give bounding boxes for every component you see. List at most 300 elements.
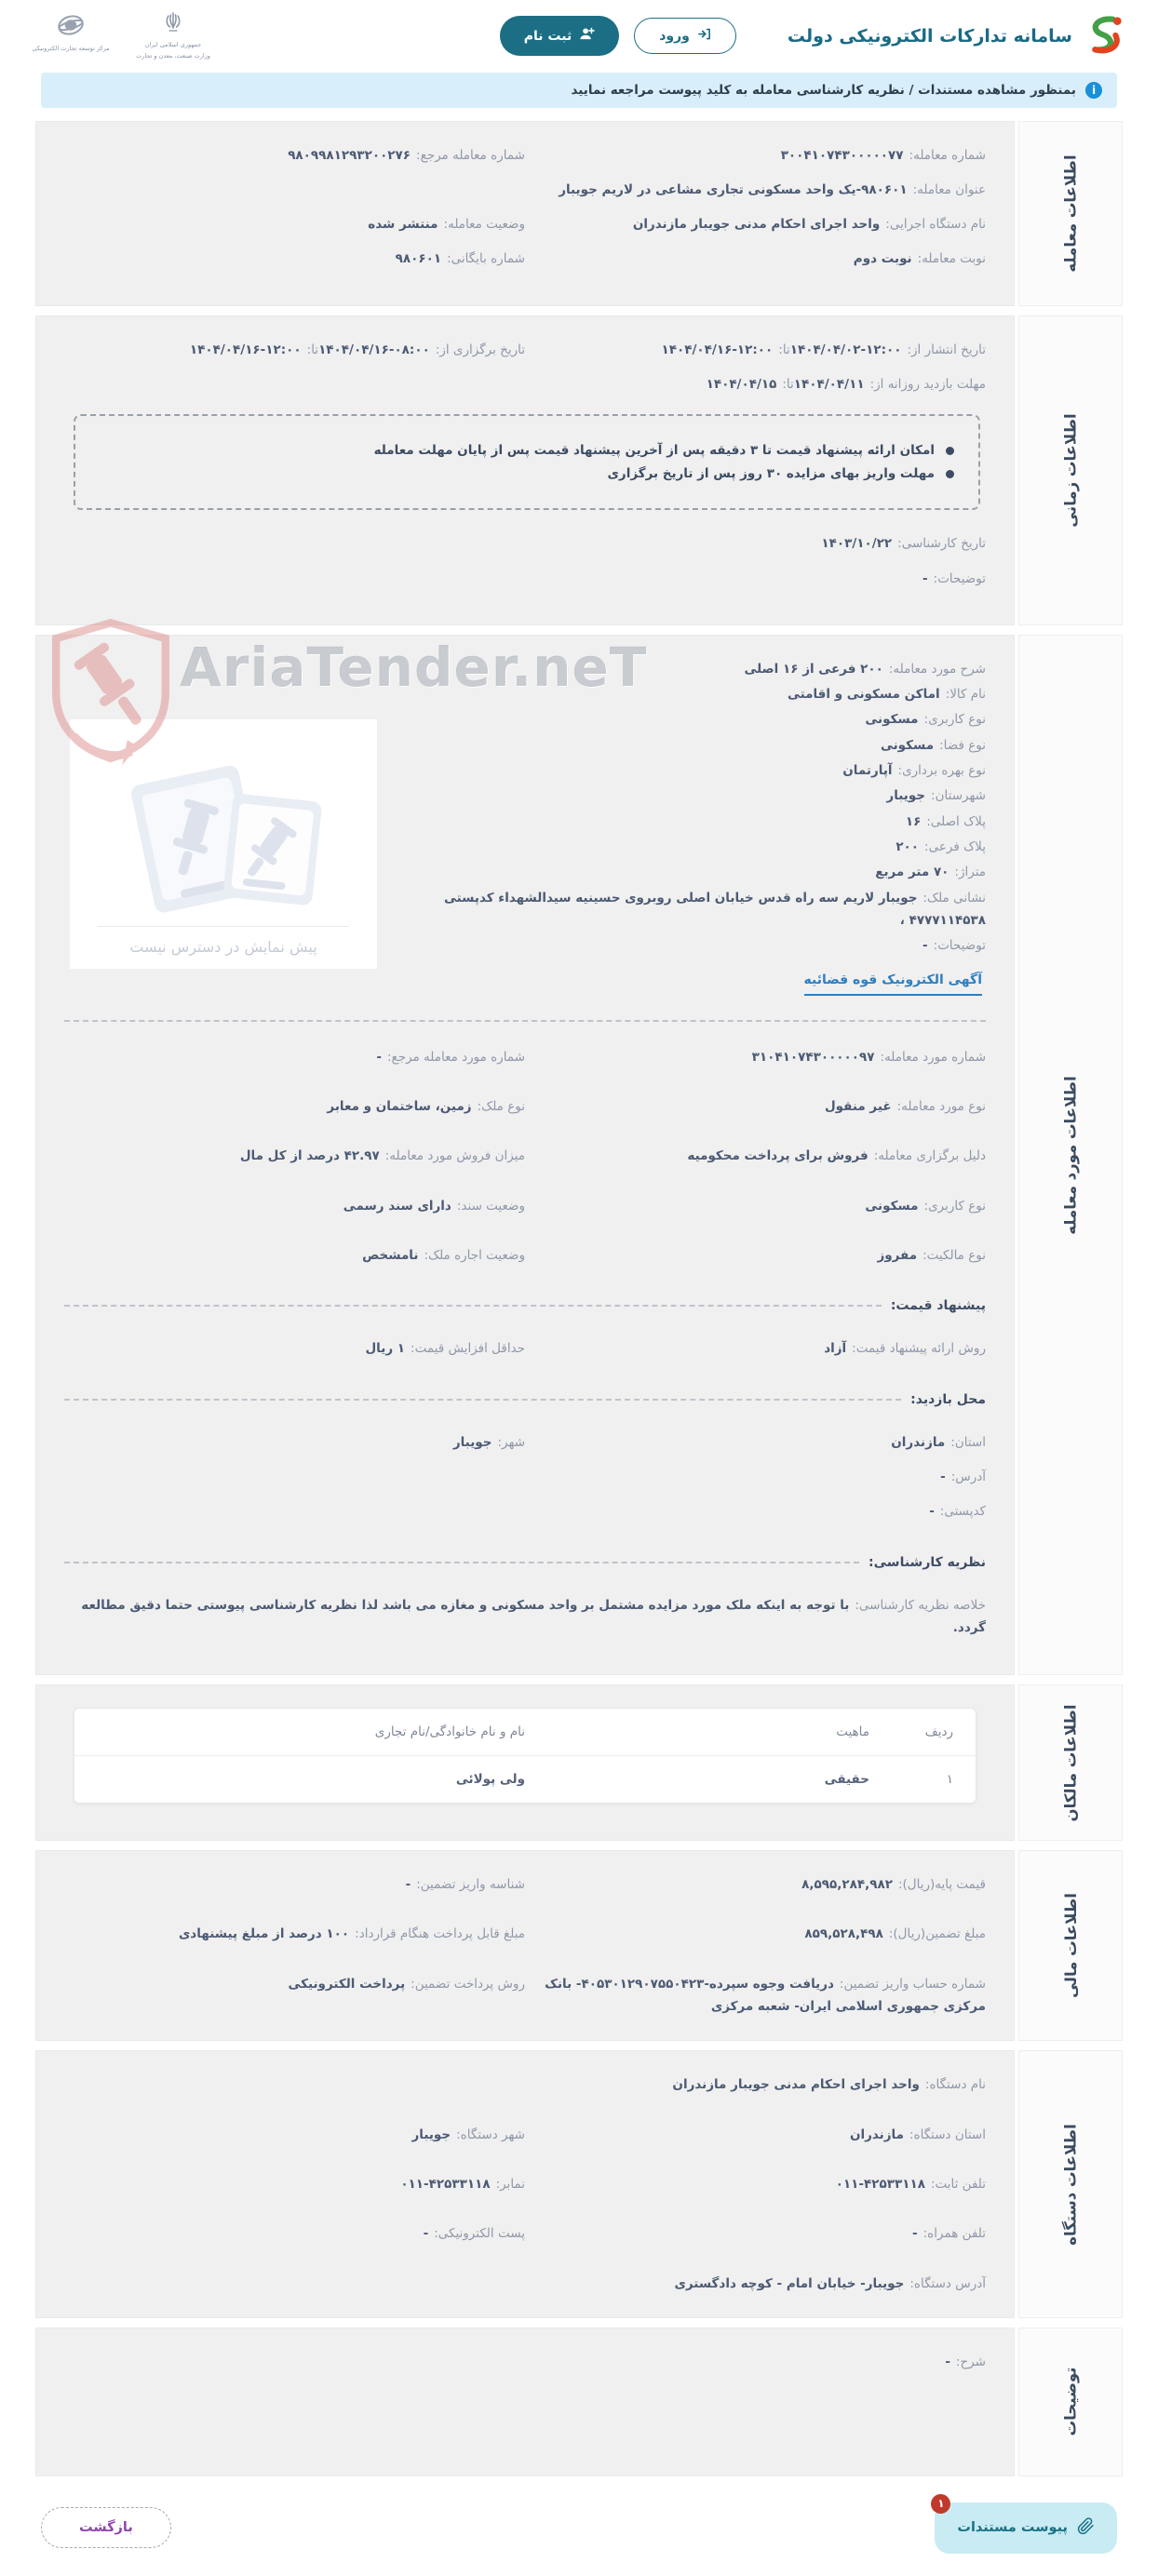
item-details <box>390 658 986 969</box>
field-value: ۳۰۰۴۱۰۷۴۳۰۰۰۰۰۷۷ <box>780 147 904 163</box>
field-value: مسکونی <box>865 1198 919 1214</box>
financial-content <box>35 1850 1015 2041</box>
field-value: - <box>423 2226 429 2242</box>
field-row <box>64 2222 986 2245</box>
field <box>64 1244 525 1267</box>
field <box>64 1046 525 1068</box>
register-button[interactable] <box>500 16 619 56</box>
field-value: ۹۸۰۶۰۱-یک واحد مسکونی تجاری مشاعی در لاریم جویبار <box>559 181 908 197</box>
field-value: دارای سند رسمی <box>343 1198 451 1214</box>
field-row <box>64 339 986 361</box>
field-row <box>64 1594 986 1640</box>
note-text: امکان ارائه پیشنهاد قیمت تا ۳ دقیقه پس از آخرین پیشنهاد قیمت پس از پایان مهلت معامله <box>373 443 935 459</box>
info-banner <box>41 73 1117 108</box>
field-label: شرح مورد معامله: <box>888 661 986 677</box>
field-label: نوع مالکیت: <box>922 1248 986 1264</box>
field-label: تاریخ انتشار از: <box>907 342 986 357</box>
field <box>525 1973 986 2019</box>
field-label: خلاصه نظریه کارشناسی: <box>855 1597 986 1613</box>
field-row <box>64 213 986 235</box>
field-value: جویبار <box>452 1434 492 1450</box>
field-label: کدپستی: <box>939 1504 986 1520</box>
field-row <box>64 144 986 167</box>
field-row <box>64 2073 986 2096</box>
field <box>64 1500 986 1523</box>
field-label: نام کالا: <box>945 687 986 703</box>
time-notes <box>100 443 954 481</box>
field-value: مازندران <box>891 1434 946 1450</box>
expert-separator-label: نظریه کارشناسی: <box>868 1554 986 1570</box>
field <box>64 339 525 361</box>
owners-content <box>35 1684 1015 1841</box>
field-value: جویبار- خیابان امام - کوچه دادگستری <box>674 2275 905 2291</box>
field-row <box>64 1973 986 2019</box>
brand <box>788 13 1124 60</box>
field <box>64 2124 525 2146</box>
description-fields <box>64 2351 986 2373</box>
field-label: شهرستان: <box>931 788 986 804</box>
field-label: نام دستگاه: <box>924 2077 986 2093</box>
field <box>64 532 986 555</box>
field-label: استان دستگاه: <box>909 2127 986 2142</box>
owners-table <box>74 1708 976 1804</box>
section-title: اطلاعات دستگاه <box>1061 2123 1080 2246</box>
price-fields <box>64 1337 986 1360</box>
attachments-count-badge: ۱ <box>931 2494 950 2514</box>
field <box>525 1873 986 1896</box>
org-caption: جمهوری اسلامی ایران <box>144 41 202 48</box>
field-label: نوع ملک: <box>477 1099 525 1115</box>
owner-name: ولی پولائی <box>455 1772 525 1788</box>
field <box>525 1244 986 1267</box>
field-row <box>64 568 986 590</box>
header <box>0 0 1158 71</box>
field <box>64 2273 986 2295</box>
field <box>64 248 525 270</box>
field-row <box>64 1923 986 1945</box>
org-caption: مرکز توسعه تجارت الکترونیکی <box>32 45 110 52</box>
field-value: واحد اجرای احکام مدنی جویبار مازندران <box>672 2077 920 2093</box>
time-fields-top <box>64 339 986 396</box>
deal-content <box>35 121 1015 306</box>
field-value: جویبار لاریم سه راه قدس خیابان اصلی روبروی حسینیه سیدالشهداء کدپستی ۴۷۷۷۱۱۴۵۳۸ ، <box>443 890 986 928</box>
field-label: نوبت معامله: <box>917 251 986 267</box>
field-value: ۱۴۰۴/۰۴/۱۶-۱۲:۰۰ <box>189 342 302 357</box>
field-value: مسکونی <box>880 737 935 753</box>
field-label: مبلغ قابل پرداخت هنگام قرارداد: <box>355 1926 525 1942</box>
field <box>390 836 986 858</box>
field-value: ۱۴۰۴/۰۴/۰۲-۱۲:۰۰ <box>789 342 902 357</box>
field-value: زمین، ساختمان و معابر <box>327 1099 472 1115</box>
field-label: تا: <box>782 376 794 392</box>
field-value: ۱۰۰ درصد از مبلغ پیشنهادی <box>178 1926 350 1942</box>
preview-caption: پیش نمایش در دسترس نیست <box>129 937 317 956</box>
section-label-bar <box>1018 635 1123 1675</box>
field-value: ۱۴۰۴/۰۴/۱۱ <box>793 376 865 392</box>
field-row <box>390 836 986 858</box>
register-label: ثبت نام <box>523 28 572 44</box>
field-value: ۷۰ متر مربع <box>875 865 949 880</box>
field-label: وضعیت اجاره ملک: <box>424 1248 525 1264</box>
field-row <box>390 887 986 932</box>
field <box>64 1594 986 1640</box>
setad-logo-icon <box>1082 13 1124 60</box>
field-label: روش پرداخت تضمین: <box>411 1976 525 1992</box>
field-value: واحد اجرای احکام مدنی جویبار مازندران <box>632 217 881 233</box>
field-value: آپارتمان <box>842 763 893 779</box>
field-label: عنوان معامله: <box>912 181 986 197</box>
section-label-bar <box>1018 315 1123 625</box>
field-row <box>64 532 986 555</box>
field-label: شرح: <box>955 2354 986 2369</box>
field <box>390 734 986 757</box>
watermark-text: AriaTender.neT <box>180 635 648 699</box>
field-label: تاریخ کارشناسی: <box>897 536 986 552</box>
field-value: ۰۱۱-۴۲۵۳۳۱۱۸ <box>400 2176 491 2192</box>
field <box>525 144 986 167</box>
field-label: نوع مورد معامله: <box>896 1099 986 1115</box>
section-label-bar <box>1018 1850 1123 2041</box>
login-button[interactable] <box>634 18 736 54</box>
field-label: شماره معامله مرجع: <box>416 147 525 163</box>
field-label: نوع بهره برداری: <box>897 763 986 779</box>
field-row <box>64 1095 986 1118</box>
field <box>525 339 986 361</box>
field <box>64 1337 525 1360</box>
field-value: آزاد <box>824 1341 847 1357</box>
field-value: - <box>405 1877 411 1893</box>
preview-divider <box>98 926 350 927</box>
field-value: مازندران <box>849 2127 904 2142</box>
field-label: تلفن ثابت: <box>930 2176 986 2192</box>
field-value: مسکونی <box>865 712 919 728</box>
field <box>390 861 986 883</box>
field <box>64 1973 525 2019</box>
note-item <box>100 443 954 458</box>
field-label: قیمت پایه(ریال): <box>897 1877 986 1893</box>
field-row <box>64 1244 986 1267</box>
field-label: حداقل افزایش قیمت: <box>411 1341 525 1357</box>
field-value: - <box>912 2226 918 2242</box>
section-title: اطلاعات مالی <box>1061 1893 1080 1999</box>
financial-fields <box>64 1873 986 2018</box>
owners-table-row <box>74 1756 976 1803</box>
field-row <box>64 1337 986 1360</box>
field <box>525 2124 986 2146</box>
field <box>64 1195 525 1217</box>
section-label-bar <box>1018 1684 1123 1841</box>
auth-buttons <box>500 16 736 56</box>
field <box>64 373 986 396</box>
section-owners-info <box>35 1684 1123 1841</box>
note-item <box>100 466 954 481</box>
section-item-info <box>35 635 1123 1675</box>
gov-logos <box>26 11 212 61</box>
field <box>525 2173 986 2195</box>
field <box>64 179 986 201</box>
judiciary-ad-link[interactable]: آگهی الکترونیک قوه قضائیه <box>804 973 983 996</box>
field-label: نوع کاربری: <box>923 712 986 728</box>
field-label: نوع کاربری: <box>923 1198 986 1214</box>
field-row <box>64 1046 986 1068</box>
field-label: شماره مورد معامله مرجع: <box>387 1049 525 1065</box>
app-title: سامانه تدارکات الکترونیکی دولت <box>787 25 1072 47</box>
field <box>390 887 986 932</box>
field-label: تاریخ برگزاری از: <box>435 342 525 357</box>
field-label: نمابر: <box>495 2176 525 2192</box>
globe-icon <box>55 11 87 43</box>
gavel-cards-icon <box>116 758 330 920</box>
field-value: ۸,۵۹۵,۲۸۴,۹۸۲ <box>801 1877 893 1893</box>
field-value: ۸۵۹,۵۲۸,۴۹۸ <box>804 1926 883 1942</box>
field-value: دریافت وجوه سپرده-۴۰۵۳۰۱۲۹۰۷۵۵۰۴۲۳- بانک مرکزی جمهوری اسلامی ایران- شعبه مرکزی <box>545 1976 986 2015</box>
field-label: وضعیت سند: <box>456 1198 525 1214</box>
item-detail-fields <box>390 658 986 958</box>
section-description <box>35 2328 1123 2476</box>
field-row <box>64 1873 986 1896</box>
time-content <box>35 315 1015 625</box>
ministry-org <box>134 11 212 61</box>
field-value: فروش برای پرداخت محکومیه <box>687 1148 868 1164</box>
iran-emblem-icon <box>162 11 184 39</box>
bullet-icon <box>946 447 954 455</box>
section-title: اطلاعات مالکان <box>1061 1704 1080 1822</box>
section-financial-info <box>35 1850 1123 2041</box>
field-row <box>390 785 986 807</box>
dashed-separator <box>64 1020 986 1022</box>
field-label: نوع فضا: <box>939 737 986 753</box>
description-content <box>35 2328 1015 2476</box>
deal-fields <box>64 144 986 271</box>
field-value: ۱۶ <box>905 813 922 829</box>
field-value: جویبار <box>886 788 926 804</box>
section-title: اطلاعات معامله <box>1061 154 1080 273</box>
field-value: ۱ ریال <box>365 1341 406 1357</box>
field <box>525 1046 986 1068</box>
field-label: آدرس دستگاه: <box>909 2275 986 2291</box>
field <box>64 1145 525 1167</box>
image-preview-placeholder <box>70 719 377 969</box>
login-icon <box>697 27 711 45</box>
field-value: - <box>945 2354 950 2369</box>
field-label: مبلغ تضمین(ریال): <box>888 1926 986 1942</box>
field-label: شهر دستگاه: <box>456 2127 525 2142</box>
field <box>390 785 986 807</box>
paperclip-icon <box>1077 2517 1095 2539</box>
field <box>64 2351 986 2373</box>
field-row <box>64 373 986 396</box>
field-row <box>390 683 986 705</box>
field-row <box>390 861 986 883</box>
field-row <box>64 2273 986 2295</box>
field <box>390 708 986 731</box>
attachments-button[interactable] <box>935 2497 1117 2554</box>
field <box>64 2073 986 2096</box>
expert-fields <box>64 1594 986 1640</box>
section-deal-info <box>35 121 1123 306</box>
field-label: وضعیت معامله: <box>443 217 525 233</box>
field <box>525 1337 986 1360</box>
col-header-index: ردیف <box>924 1724 953 1740</box>
field <box>390 811 986 833</box>
section-label-bar <box>1018 2050 1123 2317</box>
field-value: اماکن مسکونی و اقامتی <box>787 687 940 703</box>
section-title: اطلاعات زمانی <box>1061 413 1080 528</box>
field-label: روش ارائه پیشنهاد قیمت: <box>852 1341 986 1357</box>
field-value: ۹۸۰۶۰۱ <box>395 251 442 267</box>
field-label: نام دستگاه اجرایی: <box>885 217 986 233</box>
field-value: منتشر شده <box>368 217 438 233</box>
expert-separator <box>64 1555 986 1570</box>
field-row <box>390 658 986 680</box>
time-fields-bottom <box>64 532 986 590</box>
visit-separator-label: محل بازدید: <box>910 1391 986 1407</box>
agency-fields <box>64 2073 986 2294</box>
field-row <box>64 1195 986 1217</box>
item-content <box>35 635 1015 1675</box>
field <box>390 759 986 782</box>
field-label: شماره حساب واریز تضمین: <box>839 1976 986 1992</box>
col-header-name: نام و نام خانوادگی/نام تجاری <box>374 1724 525 1740</box>
field-label: دلیل برگزاری معامله: <box>873 1148 986 1164</box>
register-person-icon <box>579 26 595 46</box>
login-label: ورود <box>659 28 690 44</box>
field-value: نامشخص <box>362 1248 419 1264</box>
org-caption: وزارت صنعت، معدن و تجارت <box>136 51 210 60</box>
bullet-icon <box>946 470 954 478</box>
field-value: ۱۴۰۳/۱۰/۲۲ <box>821 536 893 552</box>
visit-fields <box>64 1431 986 1523</box>
back-button[interactable]: بازگشت <box>41 2507 171 2548</box>
field-label: شماره معامله: <box>909 147 986 163</box>
field-label: میزان فروش مورد معامله: <box>384 1148 525 1164</box>
field-value: ۹۸۰۹۹۸۱۲۹۳۲۰۰۲۷۶ <box>288 147 411 163</box>
field <box>390 683 986 705</box>
field <box>64 1431 525 1454</box>
field-value: جویبار <box>411 2127 451 2142</box>
field-row <box>64 1466 986 1488</box>
section-agency-info <box>35 2050 1123 2317</box>
section-label-bar <box>1018 121 1123 306</box>
field-label: شماره مورد معامله: <box>880 1049 986 1065</box>
field-label: آدرس: <box>950 1469 986 1484</box>
field-value: غیر منقول <box>824 1099 892 1115</box>
sections <box>35 121 1123 2476</box>
ecommerce-center-org <box>32 11 110 54</box>
field-row <box>64 1145 986 1167</box>
owner-index: ۱ <box>946 1772 953 1788</box>
field-label: توضیحات: <box>933 938 986 954</box>
field-row <box>64 1431 986 1454</box>
field <box>64 1095 525 1118</box>
info-icon: i <box>1085 82 1102 99</box>
visit-separator <box>64 1392 986 1407</box>
footer <box>41 2497 1117 2554</box>
field <box>525 1195 986 1217</box>
owners-table-header <box>74 1709 976 1756</box>
field <box>64 144 525 167</box>
field-label: شناسه واریز تضمین: <box>416 1877 525 1893</box>
field <box>64 2173 525 2195</box>
field-value: - <box>922 570 928 586</box>
field-label: پلاک اصلی: <box>926 813 986 829</box>
field-value: - <box>929 1504 935 1520</box>
field-value: ۰۱۱-۴۲۵۳۳۱۱۸ <box>835 2176 925 2192</box>
field <box>525 1145 986 1167</box>
field-row <box>64 1500 986 1523</box>
field <box>525 1923 986 1945</box>
field <box>525 213 986 235</box>
field <box>390 934 986 957</box>
field-value: - <box>376 1049 382 1065</box>
field-label: تا: <box>306 342 319 357</box>
field-label: شماره بایگانی: <box>447 251 525 267</box>
field-row <box>64 2351 986 2373</box>
item-pair-fields <box>64 1046 986 1267</box>
field-value: ۱۴۰۴/۰۴/۱۵ <box>706 376 777 392</box>
field <box>525 2222 986 2245</box>
field-label: پلاک فرعی: <box>924 839 986 854</box>
field-row <box>390 811 986 833</box>
field <box>525 1431 986 1454</box>
field-label: مهلت بازدید روزانه از: <box>869 376 986 392</box>
section-time-info <box>35 315 1123 625</box>
field-value: با توجه به اینکه ملک مورد مزایده مشتمل بر واحد مسکونی و مغازه می باشد لذا نظریه کارشناسی پیوستی حتما دقیق مطالعه گردد. <box>81 1597 986 1635</box>
field-value: ۴۲.۹۷ درصد از کل مال <box>239 1148 380 1164</box>
section-title: اطلاعات مورد معامله <box>1061 1075 1080 1235</box>
section-title: توضیحات <box>1061 2367 1080 2436</box>
section-label-bar <box>1018 2328 1123 2476</box>
agency-content <box>35 2050 1015 2317</box>
field-row <box>64 2124 986 2146</box>
field-label: شهر: <box>497 1434 525 1450</box>
field-value: - <box>922 938 928 954</box>
field <box>64 1466 986 1488</box>
col-header-nature: ماهیت <box>836 1724 869 1740</box>
field-row <box>64 248 986 270</box>
price-separator-label: پیشنهاد قیمت: <box>890 1298 986 1314</box>
owner-nature: حقیقی <box>824 1772 869 1788</box>
field-value: ۲۰۰ <box>895 839 920 854</box>
field <box>64 1923 525 1945</box>
info-banner-text: بمنظور مشاهده مستندات / نظریه کارشناسی معامله به کلید پیوست مراجعه نمایید <box>571 82 1076 98</box>
field-label: توضیحات: <box>933 570 986 586</box>
field-row <box>64 2173 986 2195</box>
note-text: مهلت واریز بهای مزایده ۳۰ روز پس از تاریخ برگزاری <box>607 466 935 482</box>
field <box>64 568 986 590</box>
field-label: تا: <box>778 342 790 357</box>
price-separator <box>64 1298 986 1313</box>
attachments-label: پیوست مستندات <box>957 2520 1068 2536</box>
field <box>525 1095 986 1118</box>
field <box>64 2222 525 2245</box>
field-value: ۱۴۰۴/۰۴/۱۶-۱۲:۰۰ <box>661 342 774 357</box>
field-row <box>390 759 986 782</box>
field-value: ۱۴۰۴/۰۴/۱۶-۰۸:۰۰ <box>318 342 430 357</box>
field-label: تلفن همراه: <box>922 2226 986 2242</box>
item-top <box>64 658 986 969</box>
field-row <box>390 734 986 757</box>
time-notes-box <box>74 414 980 510</box>
field-value: ۲۰۰ فرعی از ۱۶ اصلی <box>744 661 883 677</box>
field-value: نوبت دوم <box>853 251 912 267</box>
field-label: نشانی ملک: <box>922 890 986 906</box>
field <box>64 213 525 235</box>
field-label: متراژ: <box>954 865 986 880</box>
field-row <box>64 179 986 201</box>
field <box>390 658 986 680</box>
field-value: ۳۱۰۴۱۰۷۴۳۰۰۰۰۰۹۷ <box>751 1049 875 1065</box>
